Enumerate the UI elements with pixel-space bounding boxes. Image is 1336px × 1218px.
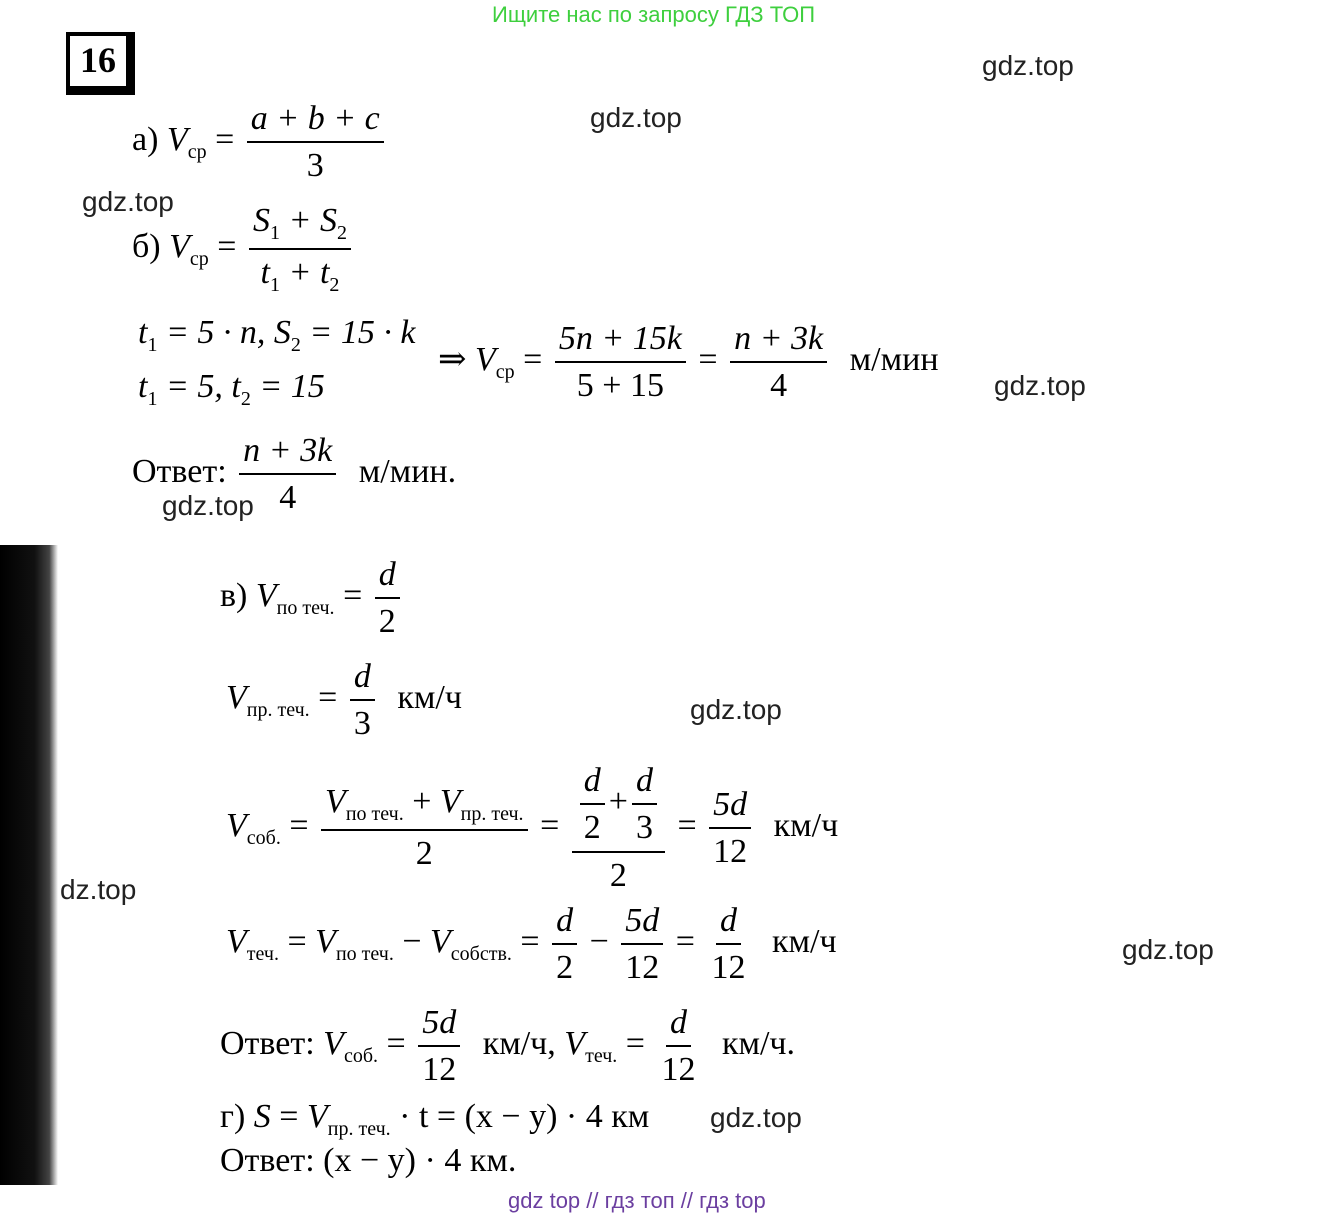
top-banner: Ищите нас по запросу ГДЗ ТОП [492, 2, 816, 27]
watermark: gdz.top [1122, 934, 1214, 965]
watermark: gdz.top [710, 1102, 802, 1133]
footer-links: gdz top // гдз топ // гдз top [508, 1188, 766, 1213]
watermark: gdz.top [690, 694, 782, 725]
watermark: gdz.top [982, 50, 1074, 81]
formula-v-1: в) $V_{по теч.}$ = $\frac{d}{2}$ [220, 556, 404, 641]
formula-b-result: ⇒ $V_{ср}$ = $\frac{5n + 15k}{5 + 15}$ = $\frac{n + 3k}{4}$ м/мин [438, 320, 939, 405]
watermark: gdz.top [590, 102, 682, 133]
answer-g: Ответ: (x − y) · 4 км. [220, 1142, 517, 1179]
formula-v-3: $V_{соб.}$ = $\frac{V_{по теч.} + V_{пр. теч.}}{2}$ = $\frac{d}{2}$ + $\frac{d}{3}$ 2 = $\frac{5d}{12}$ км/ч [226, 762, 839, 894]
formula-g: г) $S = V_{пр. теч.} \cdot t = (x - y) \cdot 4$ км [220, 1098, 650, 1140]
watermark: gdz.top [82, 186, 174, 217]
scan-edge [0, 545, 58, 1185]
given-line-1: $t_1 = 5 \cdot n$, $S_2 = 15 \cdot k$ [138, 314, 416, 356]
problem-number: 16 [66, 32, 135, 95]
watermark: dz.top [60, 874, 137, 905]
formula-a: а) $V_{ср}$ = $\frac{a + b + c}{3}$ [132, 100, 388, 185]
answer-v: Ответ: $V_{соб.}$ = $\frac{5d}{12}$ км/ч, $V_{теч.}$ = $\frac{d}{12}$ км/ч. [220, 1004, 796, 1089]
given-line-2: $t_1 = 5$, $t_2 = 15$ [138, 368, 325, 410]
watermark: gdz.top [994, 370, 1086, 401]
answer-b: Ответ: $\frac{n + 3k}{4}$ м/мин. [132, 432, 457, 517]
formula-v-4: $V_{теч.} = V_{по теч.} - V_{собств.}$ = $\frac{d}{2}$ − $\frac{5d}{12}$ = $\frac{d}{12}$ км/ч [226, 902, 837, 987]
watermark: gdz.top [162, 490, 254, 521]
formula-v-2: $V_{пр. теч.}$ = $\frac{d}{3}$ км/ч [226, 658, 462, 743]
formula-b: б) $V_{ср}$ = $\frac{S_1 + S_2}{t_1 + t_2}$ [132, 202, 355, 296]
